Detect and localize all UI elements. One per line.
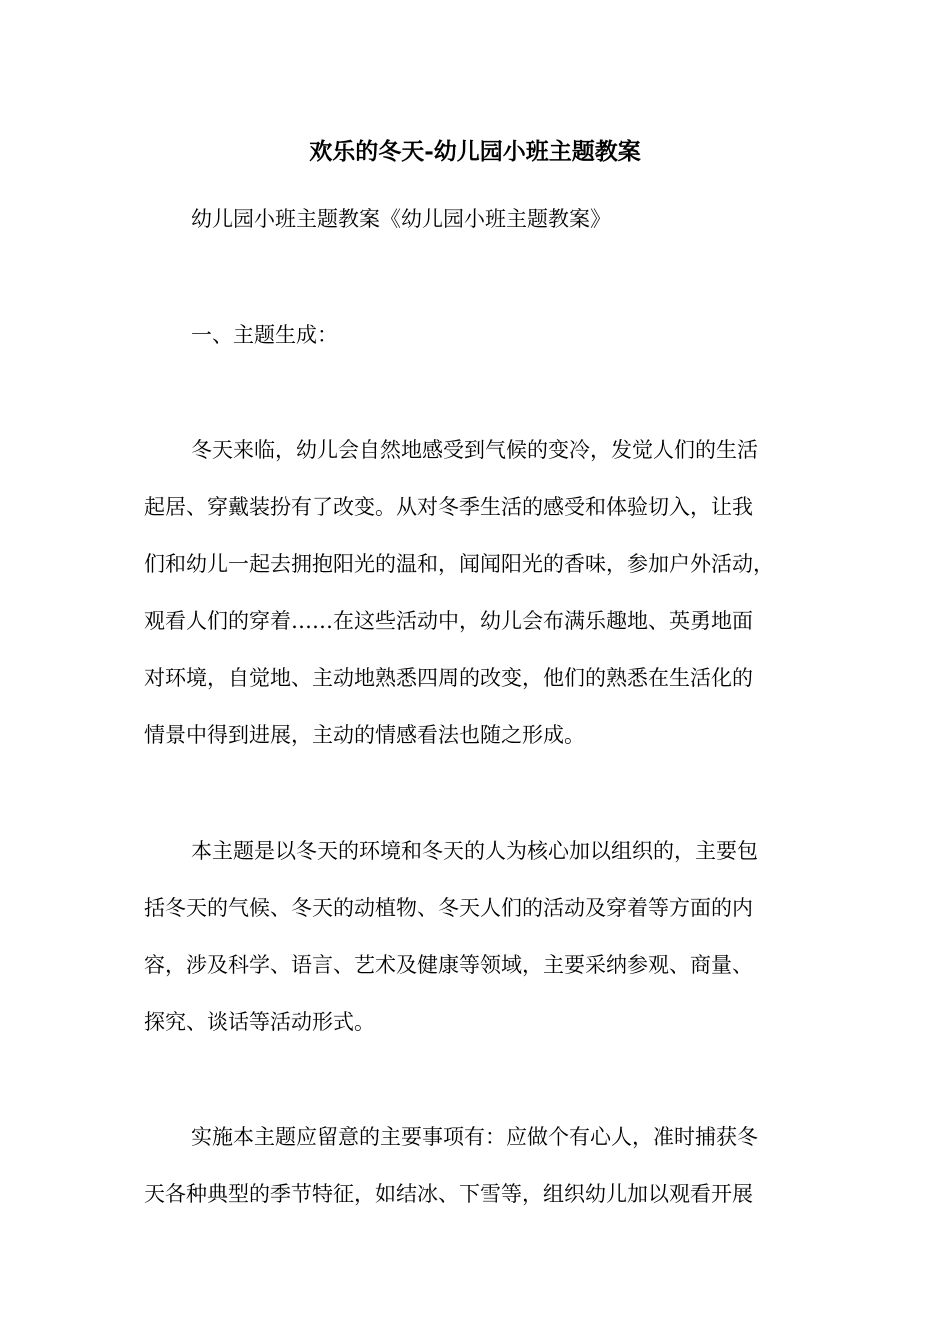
- paragraph-line: 实施本主题应留意的主要事项有：应做个有心人，准时捕获冬: [191, 1125, 758, 1149]
- paragraph-line: 对环境，自觉地、主动地熟悉四周的改变，他们的熟悉在生活化的: [144, 666, 753, 690]
- paragraph-line: 情景中得到进展，主动的情感看法也随之形成。: [144, 723, 585, 747]
- paragraph-line: 容，涉及科学、语言、艺术及健康等领域，主要采纳参观、商量、: [144, 953, 753, 977]
- paragraph-line: 起居、穿戴装扮有了改变。从对冬季生活的感受和体验切入，让我: [144, 495, 753, 519]
- document-title: 欢乐的冬天-幼儿园小班主题教案: [309, 138, 641, 165]
- document-subtitle: 幼儿园小班主题教案《幼儿园小班主题教案》: [191, 207, 611, 231]
- paragraph-line: 们和幼儿一起去拥抱阳光的温和，闻闻阳光的香味，参加户外活动，: [144, 552, 774, 576]
- paragraph-line: 天各种典型的季节特征，如结冰、下雪等，组织幼儿加以观看开展: [144, 1182, 753, 1206]
- paragraph-line: 括冬天的气候、冬天的动植物、冬天人们的活动及穿着等方面的内: [144, 896, 753, 920]
- paragraph-line: 本主题是以冬天的环境和冬天的人为核心加以组织的，主要包: [191, 839, 758, 863]
- paragraph-line: 观看人们的穿着……在这些活动中，幼儿会布满乐趣地、英勇地面: [144, 609, 753, 633]
- section-heading: 一、主题生成：: [191, 323, 338, 347]
- paragraph-line: 冬天来临，幼儿会自然地感受到气候的变冷，发觉人们的生活: [191, 438, 758, 462]
- paragraph-line: 探究、谈话等活动形式。: [144, 1010, 375, 1034]
